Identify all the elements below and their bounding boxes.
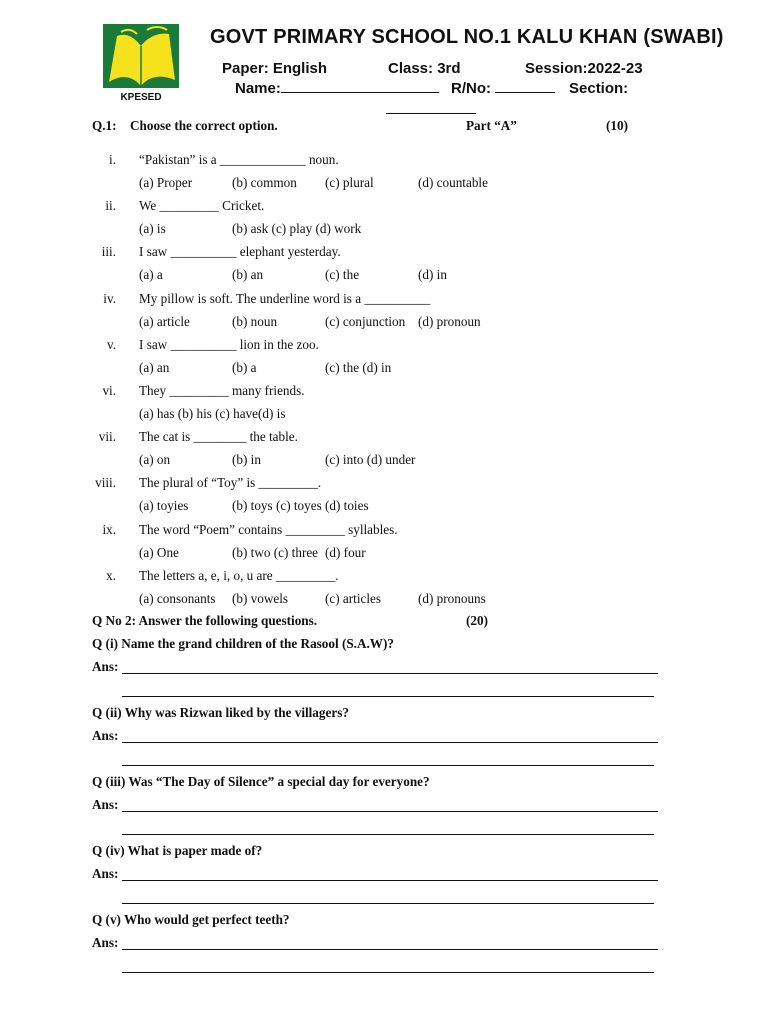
- answer-option[interactable]: (d) in: [418, 267, 447, 283]
- session-label: Session:2022-23: [525, 60, 643, 77]
- question-text: I saw __________ elephant yesterday.: [139, 244, 341, 260]
- short-question: Q (v) Who would get perfect teeth?: [92, 912, 290, 927]
- answer-option[interactable]: (a) has (b) his (c) have(d) is: [139, 406, 286, 421]
- answer-line[interactable]: [122, 765, 654, 766]
- q1-instruction: Choose the correct option.: [130, 118, 278, 133]
- answer-option[interactable]: (c) the (d) in: [325, 359, 392, 375]
- question-text: We _________ Cricket.: [139, 198, 265, 214]
- answer-line[interactable]: [122, 834, 654, 835]
- ans-label: Ans:: [92, 935, 119, 950]
- logo-text: KPESED: [120, 92, 162, 102]
- answer-option[interactable]: (d) pronoun: [418, 313, 481, 329]
- part-b-marks: (20): [466, 613, 488, 628]
- school-title: GOVT PRIMARY SCHOOL NO.1 KALU KHAN (SWABI): [210, 26, 724, 48]
- answer-option[interactable]: (a) Proper: [139, 175, 193, 190]
- answer-option[interactable]: (b) common: [232, 175, 297, 190]
- answer-option[interactable]: (c) plural: [325, 175, 374, 190]
- question-text: The letters a, e, i, o, u are _________.: [139, 567, 339, 583]
- answer-line[interactable]: [122, 949, 658, 950]
- answer-option[interactable]: (b) ask (c) play (d) work: [232, 221, 362, 237]
- question-text: The cat is ________ the table.: [139, 429, 298, 445]
- question-number: i.: [109, 152, 116, 167]
- part-a-label: Part “A”: [466, 118, 517, 133]
- ans-label: Ans:: [92, 866, 119, 881]
- question-text: They _________ many friends.: [139, 383, 305, 398]
- short-question: Q (ii) Why was Rizwan liked by the villagers?: [92, 705, 349, 720]
- question-number: v.: [106, 336, 116, 352]
- question-number: vi.: [102, 383, 116, 398]
- question-text: The word “Poem” contains _________ syllables.: [139, 521, 398, 537]
- name-field: Name:: [235, 80, 439, 97]
- answer-option[interactable]: (d) countable: [418, 175, 488, 190]
- answer-option[interactable]: (d) pronouns: [418, 590, 486, 606]
- answer-option[interactable]: (a) One: [139, 544, 179, 560]
- answer-line[interactable]: [122, 742, 658, 743]
- section-blank[interactable]: [386, 113, 476, 114]
- rno-field: R/No:: [451, 80, 555, 97]
- rno-blank[interactable]: [495, 80, 555, 93]
- question-number: viii.: [95, 475, 116, 491]
- question-number: iii.: [101, 244, 116, 260]
- short-question: Q (iii) Was “The Day of Silence” a special day for everyone?: [92, 774, 430, 789]
- short-question: Q (iv) What is paper made of?: [92, 843, 263, 858]
- question-number: vii.: [98, 429, 116, 445]
- answer-line[interactable]: [122, 903, 654, 904]
- answer-option[interactable]: (c) conjunction: [325, 313, 406, 329]
- question-number: ii.: [105, 198, 116, 214]
- question-text: My pillow is soft. The underline word is a __________: [139, 290, 431, 306]
- answer-option[interactable]: (a) consonants: [139, 590, 216, 606]
- question-text: I saw __________ lion in the zoo.: [139, 336, 319, 352]
- ans-label: Ans:: [92, 728, 119, 743]
- answer-option[interactable]: (a) is: [139, 221, 166, 237]
- answer-option[interactable]: (b) two (c) three: [232, 544, 319, 560]
- answer-option[interactable]: (c) articles: [325, 590, 382, 606]
- q2-heading: Q No 2: Answer the following questions.: [92, 613, 318, 628]
- answer-option[interactable]: (c) the: [325, 267, 360, 283]
- answer-option[interactable]: (b) vowels: [232, 590, 289, 606]
- answer-line[interactable]: [122, 880, 658, 881]
- ans-label: Ans:: [92, 797, 119, 812]
- answer-option[interactable]: (a) an: [139, 359, 170, 375]
- answer-option[interactable]: (b) a: [232, 359, 257, 375]
- answer-option[interactable]: (a) article: [139, 313, 190, 329]
- school-logo: [103, 24, 179, 102]
- part-a-marks: (10): [606, 118, 628, 133]
- section-label: Section:: [569, 80, 629, 97]
- answer-line[interactable]: [122, 696, 654, 697]
- answer-line[interactable]: [122, 811, 658, 812]
- paper-label: Paper: English: [222, 60, 328, 77]
- answer-option[interactable]: (b) an: [232, 267, 264, 283]
- answer-line[interactable]: [122, 972, 654, 973]
- question-text: The plural of “Toy” is _________.: [139, 475, 322, 491]
- answer-option[interactable]: (d) four: [325, 544, 366, 560]
- answer-option[interactable]: (d) toies: [325, 498, 369, 514]
- q1-number: Q.1:: [92, 118, 117, 133]
- answer-option[interactable]: (a) on: [139, 452, 171, 468]
- answer-option[interactable]: (b) toys (c) toyes: [232, 498, 322, 514]
- question-number: ix.: [102, 521, 116, 537]
- short-question: Q (i) Name the grand children of the Rasool (S.A.W)?: [92, 636, 394, 651]
- question-number: x.: [106, 567, 116, 583]
- ans-label: Ans:: [92, 659, 119, 674]
- answer-option[interactable]: (a) toyies: [139, 498, 189, 514]
- answer-option[interactable]: (b) noun: [232, 313, 278, 329]
- answer-line[interactable]: [122, 673, 658, 674]
- question-text: “Pakistan” is a _____________ noun.: [139, 152, 339, 167]
- class-label: Class: 3rd: [388, 60, 461, 77]
- answer-option[interactable]: (c) into (d) under: [325, 452, 416, 468]
- answer-option[interactable]: (a) a: [139, 267, 163, 283]
- answer-option[interactable]: (b) in: [232, 452, 261, 468]
- name-blank[interactable]: [281, 80, 439, 93]
- question-number: iv.: [103, 290, 116, 306]
